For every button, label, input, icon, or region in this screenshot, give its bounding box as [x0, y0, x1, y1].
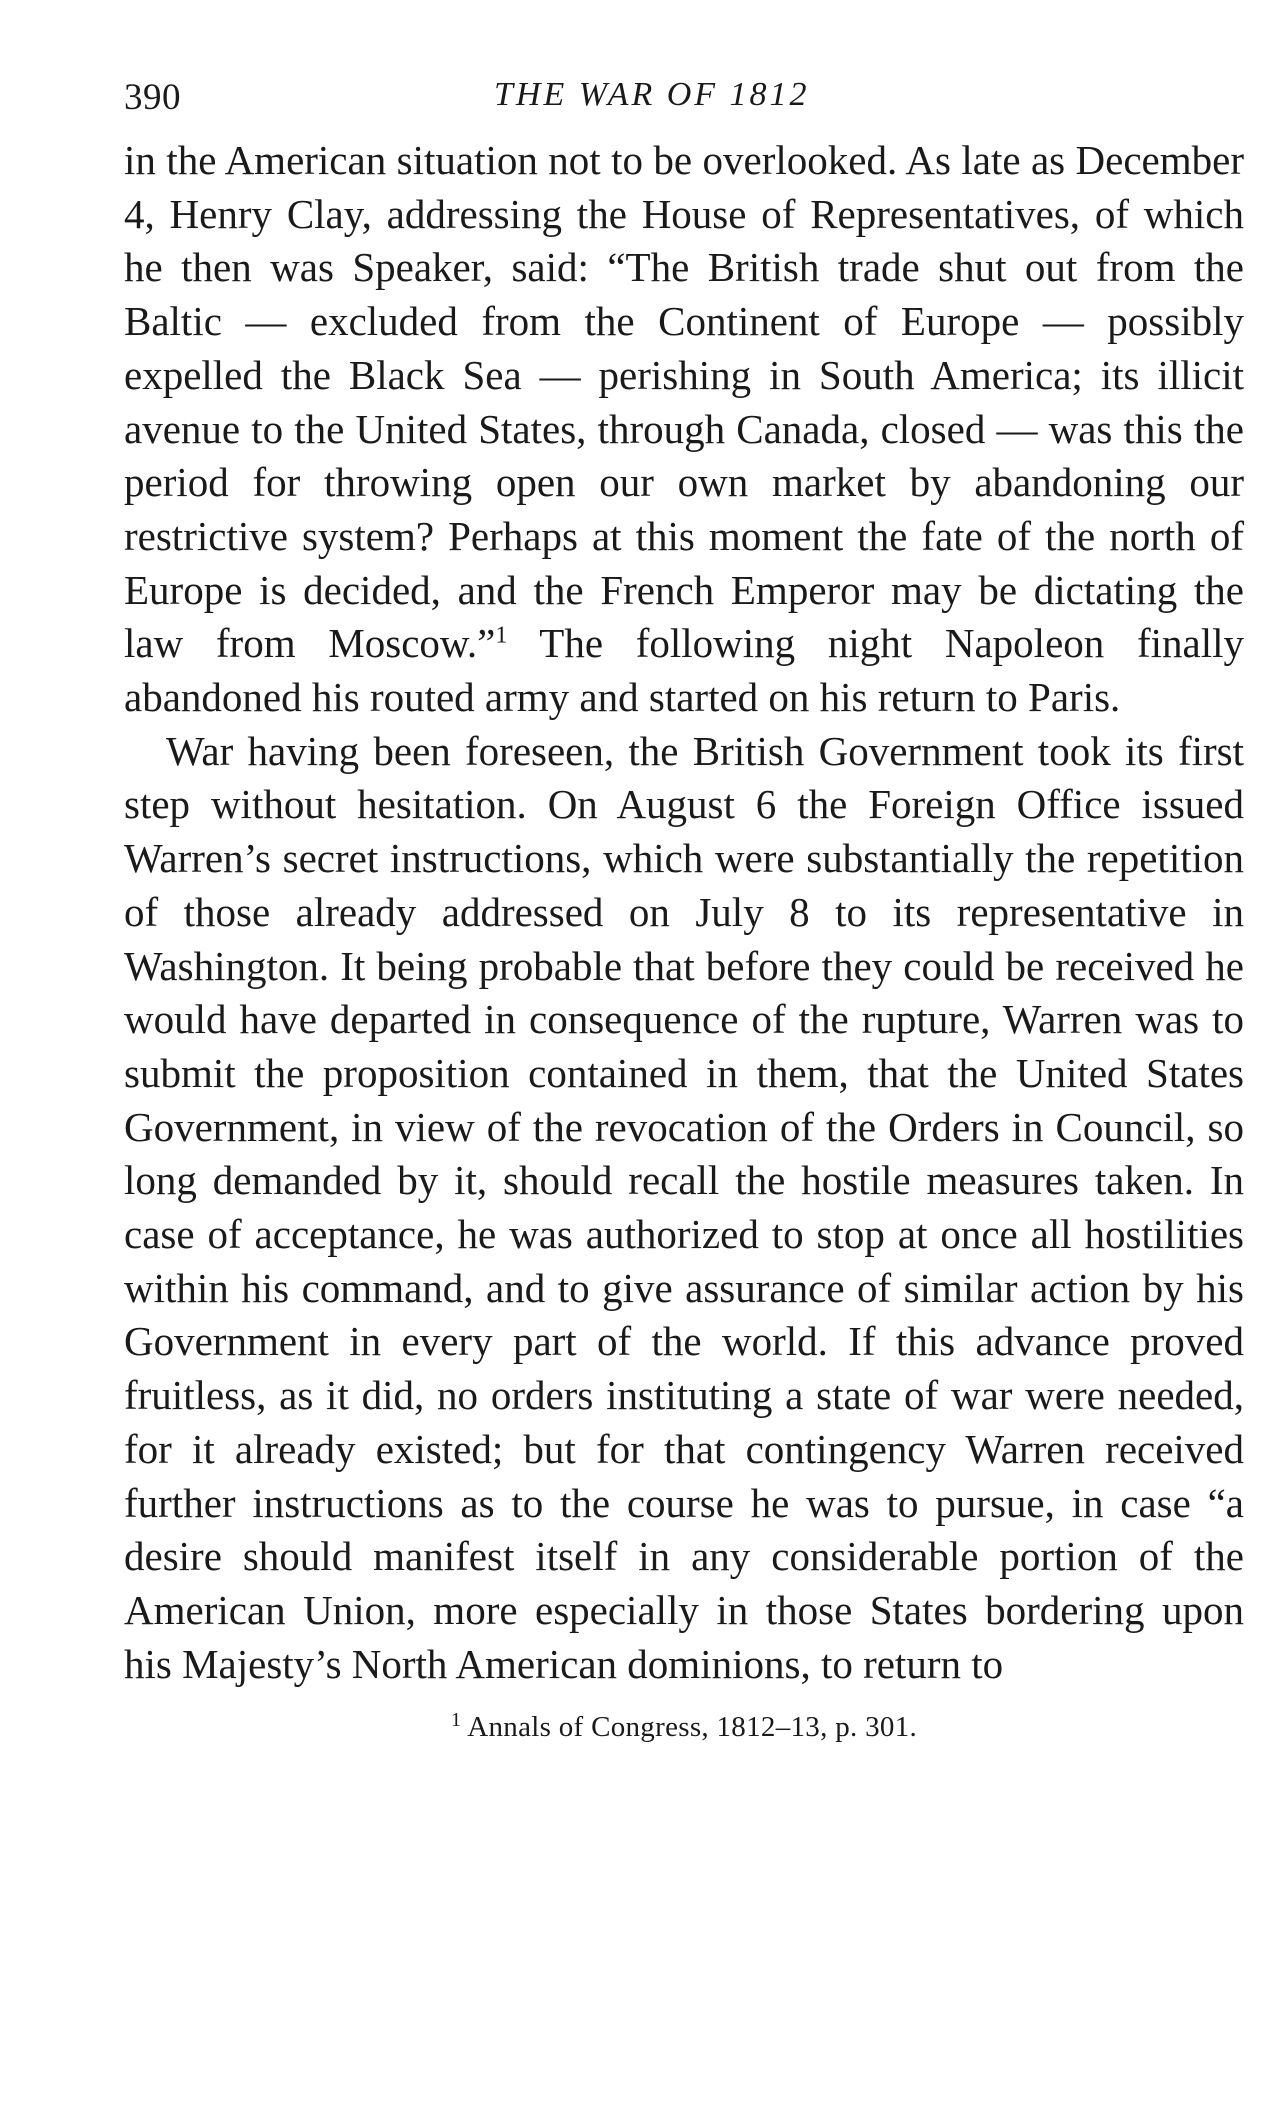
running-title: THE WAR OF 1812	[494, 76, 810, 113]
page-number: 390	[124, 77, 181, 118]
paragraph-text: in the American situation not to be overlooked. As late as December 4, Henry Clay, addressing the House of Representatives, of which he then was Speaker, said: “The British trade shut out from the Baltic — excluded from the Continent of Europe — possibly expelled the Black Sea — perishing in South America; its illicit avenue to the United States, through Canada, closed — was this the period for throwing open our own market by abandoning our restrictive system? Perhaps at this moment the fate of the north of Europe is decided, and the French Emperor may be dictating the law from Moscow.”	[124, 137, 1244, 667]
page-header	[124, 70, 1244, 134]
paragraph	[124, 134, 1244, 725]
footnote-mark: 1	[450, 1708, 462, 1731]
body-text	[124, 134, 1244, 1691]
footnote	[124, 1708, 1244, 1744]
book-page	[124, 70, 1244, 1744]
footnote-text: Annals of Congress, 1812–13, p. 301.	[467, 1711, 918, 1744]
paragraph: War having been foreseen, the British Government took its first step without hesitation. On August 6 the Foreign Office issued Warren’s secret instructions, which were substantially the repetition of those already addressed on July 8 to its representative in Washington. It being probable that before they could be received he would have departed in consequence of the rupture, Warren was to submit the proposition contained in them, that the United States Government, in view of the revocation of the Orders in Council, so long demanded by it, should recall the hostile measures taken. In case of acceptance, he was authorized to stop at once all hostilities within his command, and to give assurance of similar action by his Government in every part of the world. If this advance proved fruitless, as it did, no orders instituting a state of war were needed, for it already existed; but for that contingency Warren received further instructions as to the course he was to pursue, in case “a desire should manifest itself in any considerable portion of the American Union, more especially in those States bordering upon his Majesty’s North American dominions, to return to	[124, 727, 1244, 1687]
footnote-reference[interactable]: 1	[495, 622, 508, 649]
paragraph-text: The following night Napoleon finally abandoned his routed army and started on his return to Paris.	[124, 620, 1245, 721]
